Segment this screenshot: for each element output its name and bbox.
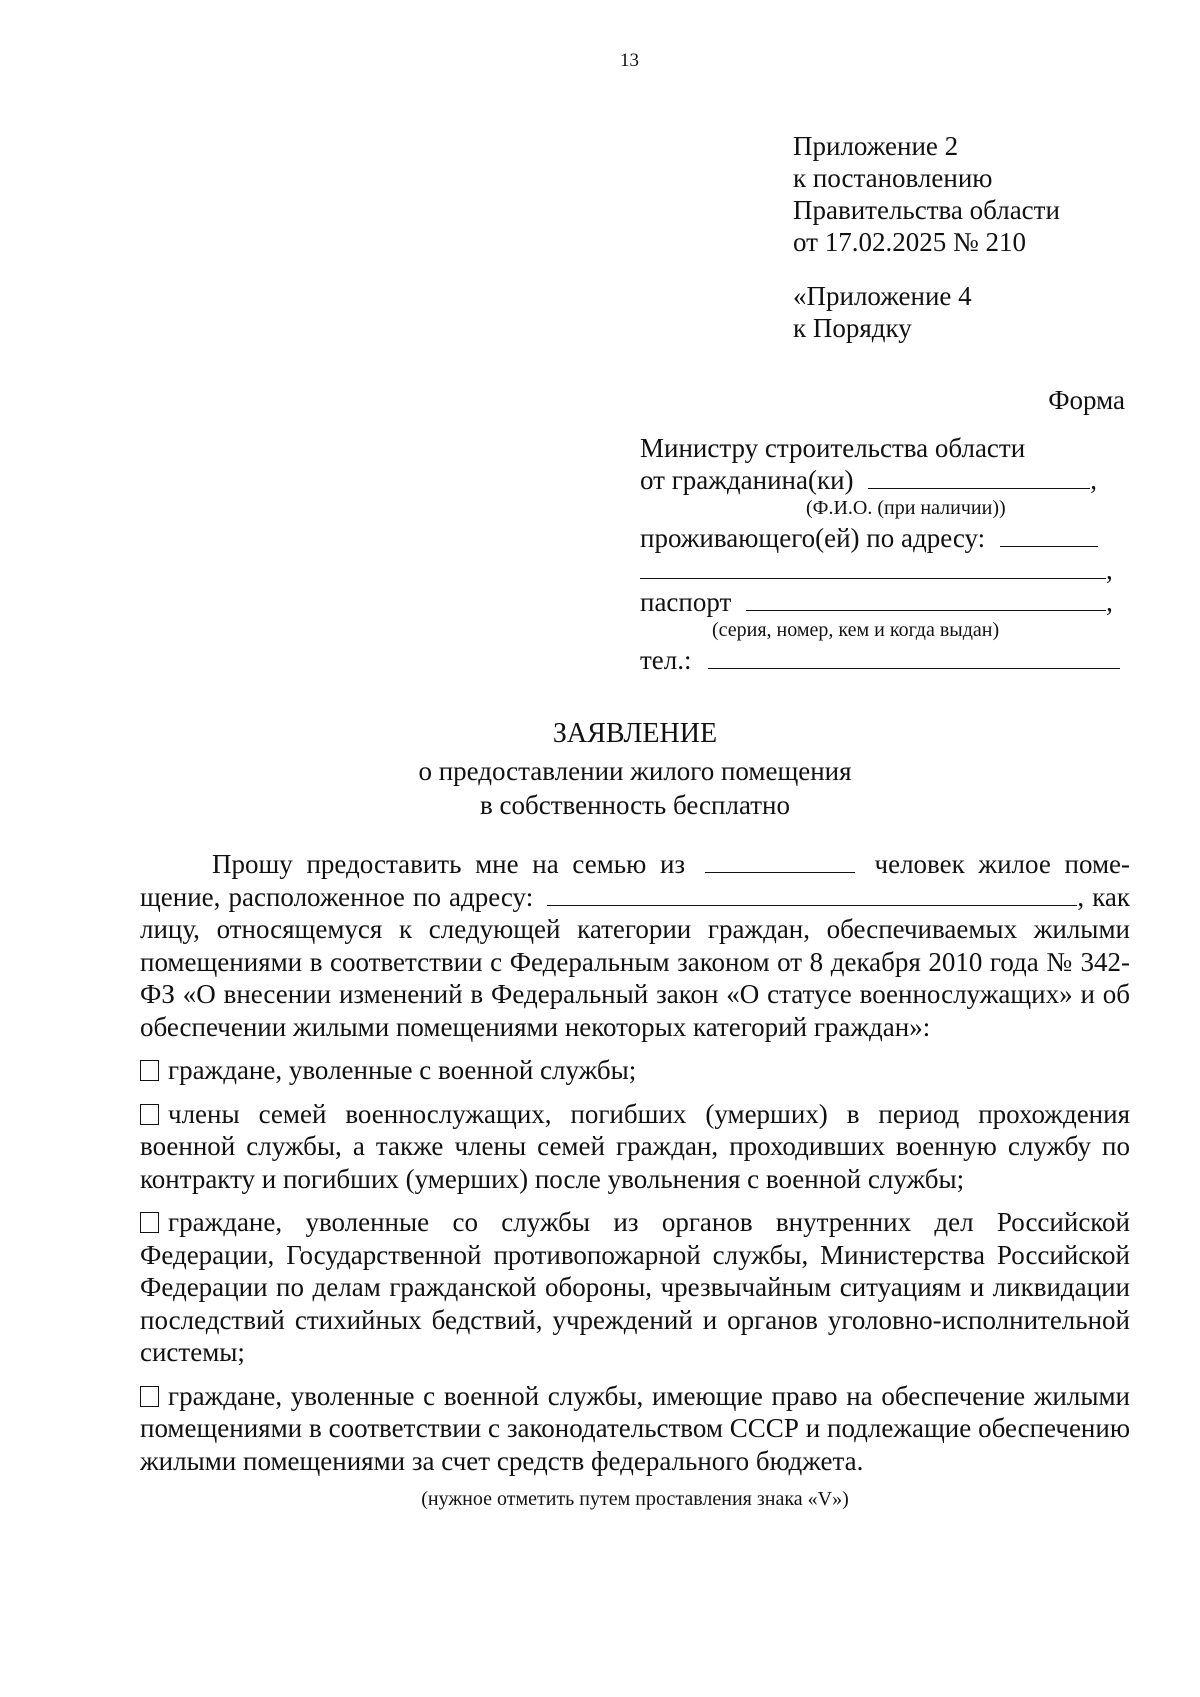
marking-note: (нужное отметить путем проставления знака «V») <box>421 1488 849 1510</box>
category-option <box>140 1054 1130 1087</box>
fio-field[interactable] <box>868 487 1090 489</box>
category-checkbox[interactable] <box>140 1104 159 1125</box>
category-option <box>140 1098 1130 1196</box>
fio-hint: (Ф.И.О. (при наличии)) <box>806 497 1006 519</box>
phone-label: тел.: <box>640 645 692 675</box>
property-address-field[interactable] <box>547 904 1077 906</box>
appendix-line: «Приложение 4 <box>793 281 972 311</box>
category-checkbox[interactable] <box>140 1060 159 1081</box>
document-subtitle: о предоставлении жилого помещения <box>418 756 852 786</box>
request-text: , как лицу, относящемуся к следующей категории граждан, обеспечиваемых жилыми помещениями в соответствии с Федеральным законом от 8 декабря 2010 года № 342-ФЗ «О внесении изменений в Федеральный закон «О статусе военнослужащих» и об обеспечении жилыми помещениями некоторых категорий граждан»: <box>140 881 1131 1042</box>
addressee-line: Министру строительства области <box>640 433 1026 463</box>
category-label: граждане, уволенные с военной службы; <box>168 1055 637 1085</box>
passport-field[interactable] <box>746 609 1106 611</box>
appendix-line: Приложение 2 <box>793 131 959 161</box>
form-label: Форма <box>1048 385 1125 415</box>
appendix-line: Правительства области <box>793 195 1060 225</box>
addressee-block <box>640 432 1118 676</box>
appendix-line: от 17.02.2025 № 210 <box>793 227 1026 257</box>
category-option <box>140 1206 1130 1369</box>
document-title: ЗАЯВЛЕНИЕ <box>552 718 718 749</box>
category-label: граждане, уволенные со службы из органов внутренних дел Российской Федерации, Государственной противопожарной службы, Министерства Российской Федерации по делам гражданской обороны, чрезвычайным ситуациям и ликвидации последствий стихийных бедствий, учреждений и органов уголовно-исполнительной системы; <box>140 1207 1130 1367</box>
application-body <box>140 848 1130 1516</box>
passport-hint: (серия, номер, кем и когда выдан) <box>712 619 1000 641</box>
category-label: члены семей военнослужащих, погибших (умерших) в период прохождения военной службы, а также члены семей граждан, проходивших военную службу по контракту и погибших (умерших) после увольнения с военной службы; <box>140 1098 1130 1194</box>
page-number: 13 <box>620 50 639 71</box>
from-label: от гражданина(ки) <box>640 465 854 495</box>
category-checkbox[interactable] <box>140 1386 159 1407</box>
category-checkbox[interactable] <box>140 1212 159 1233</box>
comma: , <box>1106 555 1113 585</box>
comma: , <box>1090 465 1098 495</box>
category-label: граждане, уволенные с военной службы, имеющие право на обеспечение жилыми помещениями в соответствии с законодательством СССР и подлежащие обеспечению жилыми помещениями за счет средств федерального бюджета. <box>140 1380 1130 1476</box>
address-label: проживающего(ей) по адресу: <box>640 523 986 553</box>
request-text: человек жилое поме-щение, расположенное по адресу: <box>140 849 1131 912</box>
request-text: Прошу предоставить мне на семью из <box>212 849 686 879</box>
address-field-line2[interactable] <box>640 577 1106 579</box>
appendix-line: к постановлению <box>793 163 993 193</box>
address-field[interactable] <box>1000 545 1098 547</box>
document-subtitle: в собственность бесплатно <box>480 790 790 820</box>
comma: , <box>1106 587 1113 617</box>
phone-field[interactable] <box>708 667 1120 669</box>
family-size-field[interactable] <box>705 871 855 873</box>
passport-label: паспорт <box>640 587 732 617</box>
request-paragraph <box>140 848 1130 1043</box>
appendix-line: к Порядку <box>793 313 912 343</box>
appendix-block <box>793 130 1060 344</box>
category-option <box>140 1380 1130 1478</box>
